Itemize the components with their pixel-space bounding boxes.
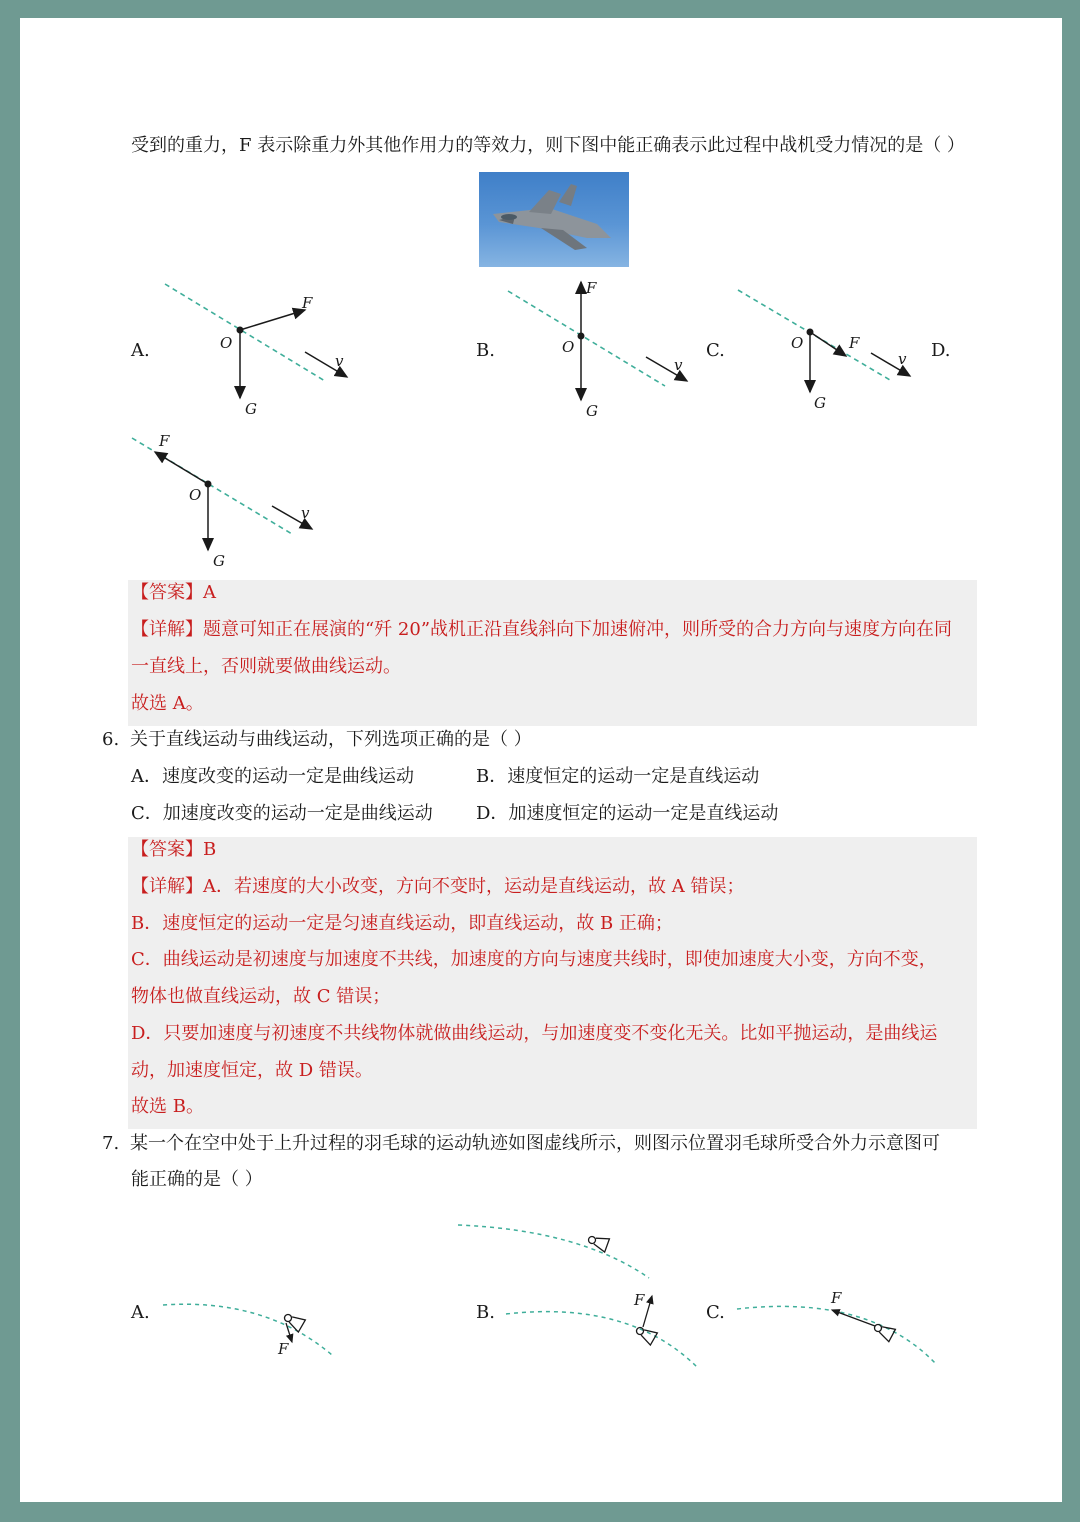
- shuttlecock-icon: [586, 1232, 609, 1252]
- q5-diagram-a: [165, 284, 347, 418]
- document-page: [20, 18, 1062, 1502]
- q5-diagram-b: [508, 279, 687, 420]
- q7-shuttlecock-diagrams: [20, 1188, 1062, 1388]
- q5-option-b-label: B.: [476, 340, 495, 361]
- q7-diagram-b: [458, 1225, 698, 1368]
- gravity-g-label: G: [213, 552, 225, 570]
- q5-diagram-c: [738, 290, 910, 412]
- q6-explanation-line-1: 【详解】A．若速度的大小改变，方向不变时，运动是直线运动，故 A 错误；: [131, 876, 745, 897]
- q5-diagram-d: [132, 432, 312, 570]
- q6-option-d: D．加速度恒定的运动一定是直线运动: [476, 803, 779, 824]
- q6-option-a: A．速度改变的运动一定是曲线运动: [131, 766, 414, 787]
- force-f-label: F: [586, 279, 597, 297]
- q5-option-c-label: C.: [706, 340, 725, 361]
- point-o-label: O: [791, 334, 804, 352]
- q5-option-a-label: A.: [131, 340, 150, 361]
- gravity-g-label: G: [245, 400, 257, 418]
- velocity-v-label: v: [674, 356, 683, 374]
- q7-stem-line-2: 能正确的是（ ）: [131, 1169, 263, 1190]
- q7-option-a-label: A.: [131, 1302, 150, 1323]
- q5-conclusion: 故选 A。: [131, 693, 204, 714]
- force-f-label: F: [159, 432, 170, 450]
- q7-diagram-a: [163, 1304, 332, 1358]
- q7-option-b-label: B.: [476, 1302, 495, 1323]
- q5-stem: 受到的重力，F 表示除重力外其他作用力的等效力，则下图中能正确表示此过程中战机受力情况的是（ ）: [131, 135, 965, 156]
- force-f-label: F: [831, 1289, 842, 1307]
- q6-explanation-line-3: C．曲线运动是初速度与加速度不共线，加速度的方向与速度共线时，即使加速度大小变，方向不变，: [131, 949, 937, 970]
- force-f-label: F: [278, 1340, 289, 1358]
- point-o-label: O: [562, 338, 575, 356]
- q6-explanation-line-5: D．只要加速度与初速度不共线物体就做曲线运动，与加速度变不变化无关。比如平抛运动，是曲线运: [131, 1023, 938, 1044]
- q6-option-b: B．速度恒定的运动一定是直线运动: [476, 766, 760, 787]
- shuttlecock-icon: [633, 1323, 657, 1345]
- point-o-label: O: [220, 334, 233, 352]
- q6-stem: 关于直线运动与曲线运动，下列选项正确的是（ ）: [130, 729, 532, 750]
- q5-explanation-line-2: 一直线上，否则就要做曲线运动。: [131, 656, 401, 677]
- velocity-v-label: v: [898, 350, 907, 368]
- force-f-label: F: [849, 334, 860, 352]
- q6-number: 6.: [102, 729, 120, 750]
- shuttlecock-icon: [872, 1320, 896, 1342]
- q6-explanation-line-6: 动，加速度恒定，故 D 错误。: [131, 1060, 373, 1081]
- q7-diagram-c: [737, 1289, 937, 1365]
- gravity-g-label: G: [814, 394, 826, 412]
- velocity-v-label: v: [335, 352, 344, 370]
- q7-option-c-label: C.: [706, 1302, 725, 1323]
- q5-answer: 【答案】A: [131, 582, 216, 603]
- q6-option-c: C．加速度改变的运动一定是曲线运动: [131, 803, 433, 824]
- shuttlecock-icon: [281, 1310, 305, 1332]
- q6-conclusion: 故选 B。: [131, 1096, 204, 1117]
- velocity-v-label: v: [301, 504, 310, 522]
- gravity-g-label: G: [586, 402, 598, 420]
- q6-explanation-line-2: B．速度恒定的运动一定是匀速直线运动，即直线运动，故 B 正确；: [131, 913, 673, 934]
- q5-explanation-line-1: 【详解】题意可知正在展演的“歼 20”战机正沿直线斜向下加速俯冲，则所受的合力方向与速度方向在同: [131, 619, 953, 640]
- force-f-label: F: [302, 294, 313, 312]
- q6-answer: 【答案】B: [131, 839, 217, 860]
- q7-stem-line-1: 某一个在空中处于上升过程的羽毛球的运动轨迹如图虚线所示，则图示位置羽毛球所受合外力示意图可: [130, 1133, 940, 1154]
- q6-explanation-line-4: 物体也做直线运动，故 C 错误；: [131, 986, 391, 1007]
- q5-force-diagrams: [20, 18, 1062, 598]
- force-f-label: F: [634, 1291, 645, 1309]
- q5-answer-box: [128, 580, 977, 726]
- q5-option-d-label: D.: [931, 340, 951, 361]
- point-o-label: O: [189, 486, 202, 504]
- q7-number: 7.: [102, 1133, 120, 1154]
